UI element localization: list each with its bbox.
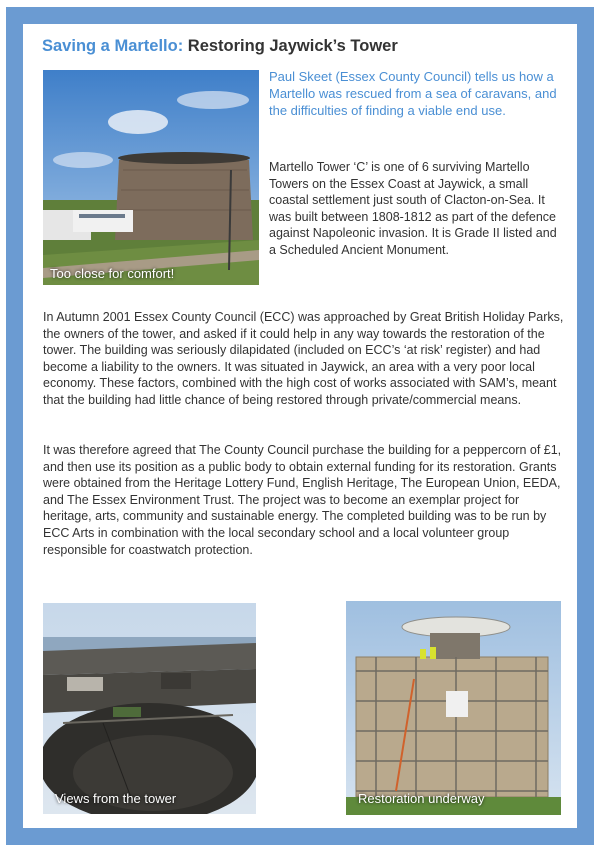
photo-restoration-underway: [346, 601, 561, 815]
photo-views-from-tower: [43, 603, 256, 814]
tower-caravans-image: [43, 70, 259, 285]
paragraph-intro: Martello Tower ‘C’ is one of 6 surviving Martello Towers on the Essex Coast at Jaywick, a small coastal settlement just south of Clacton-on-Sea. It was built between 1808-1812 as part of the defence against Napoleonic invasion. It is Grade II listed and a Scheduled Ancient Monument.: [269, 160, 557, 257]
title-accent: Saving a Martello:: [42, 37, 184, 55]
page-border: [6, 7, 594, 845]
photo-tower-caravans: [43, 70, 259, 285]
title-rest: Restoring Jaywick’s Tower: [183, 37, 398, 55]
views-from-tower-image: [43, 603, 256, 814]
restoration-underway-image: [346, 601, 561, 815]
photo-caption: Too close for comfort!: [50, 266, 175, 281]
article-panel: [23, 24, 577, 828]
paragraph-background: In Autumn 2001 Essex County Council (ECC) was approached by Great British Holiday Parks, the owners of the tower, and asked if it could help in any way towards the restoration of the tower. The building was seriously dilapidated (included on ECC’s ‘at risk’ register) and had become a liability to the owners. It was situated in Jaywick, an area with a very poor local economy. These factors, combined with the high cost of works associated with SAM’s, meant that the building had little chance of being restored through private/commercial means.: [43, 310, 564, 407]
article-lede: Paul Skeet (Essex County Council) tells us how a Martello was rescued from a sea of caravans, and the difficulties of finding a viable end use.: [269, 69, 557, 118]
photo-caption: Restoration underway: [358, 791, 485, 806]
paragraph-funding: It was therefore agreed that The County Council purchase the building for a peppercorn of £1, and then use its position as a public body to obtain external funding for its restoration. Grants were obtained from the Heritage Lottery Fund, English Heritage, The European Union, EEDA, and The Essex Environment Trust. The project was to become an exemplar project for heritage, arts, community and sustainable energy. The completed building was to be run by ECC Arts in combination with the local secondary school and a local volunteer group responsible for coastwatch protection.: [43, 443, 562, 557]
photo-caption: Views from the tower: [55, 791, 177, 806]
article-title: [42, 37, 398, 56]
